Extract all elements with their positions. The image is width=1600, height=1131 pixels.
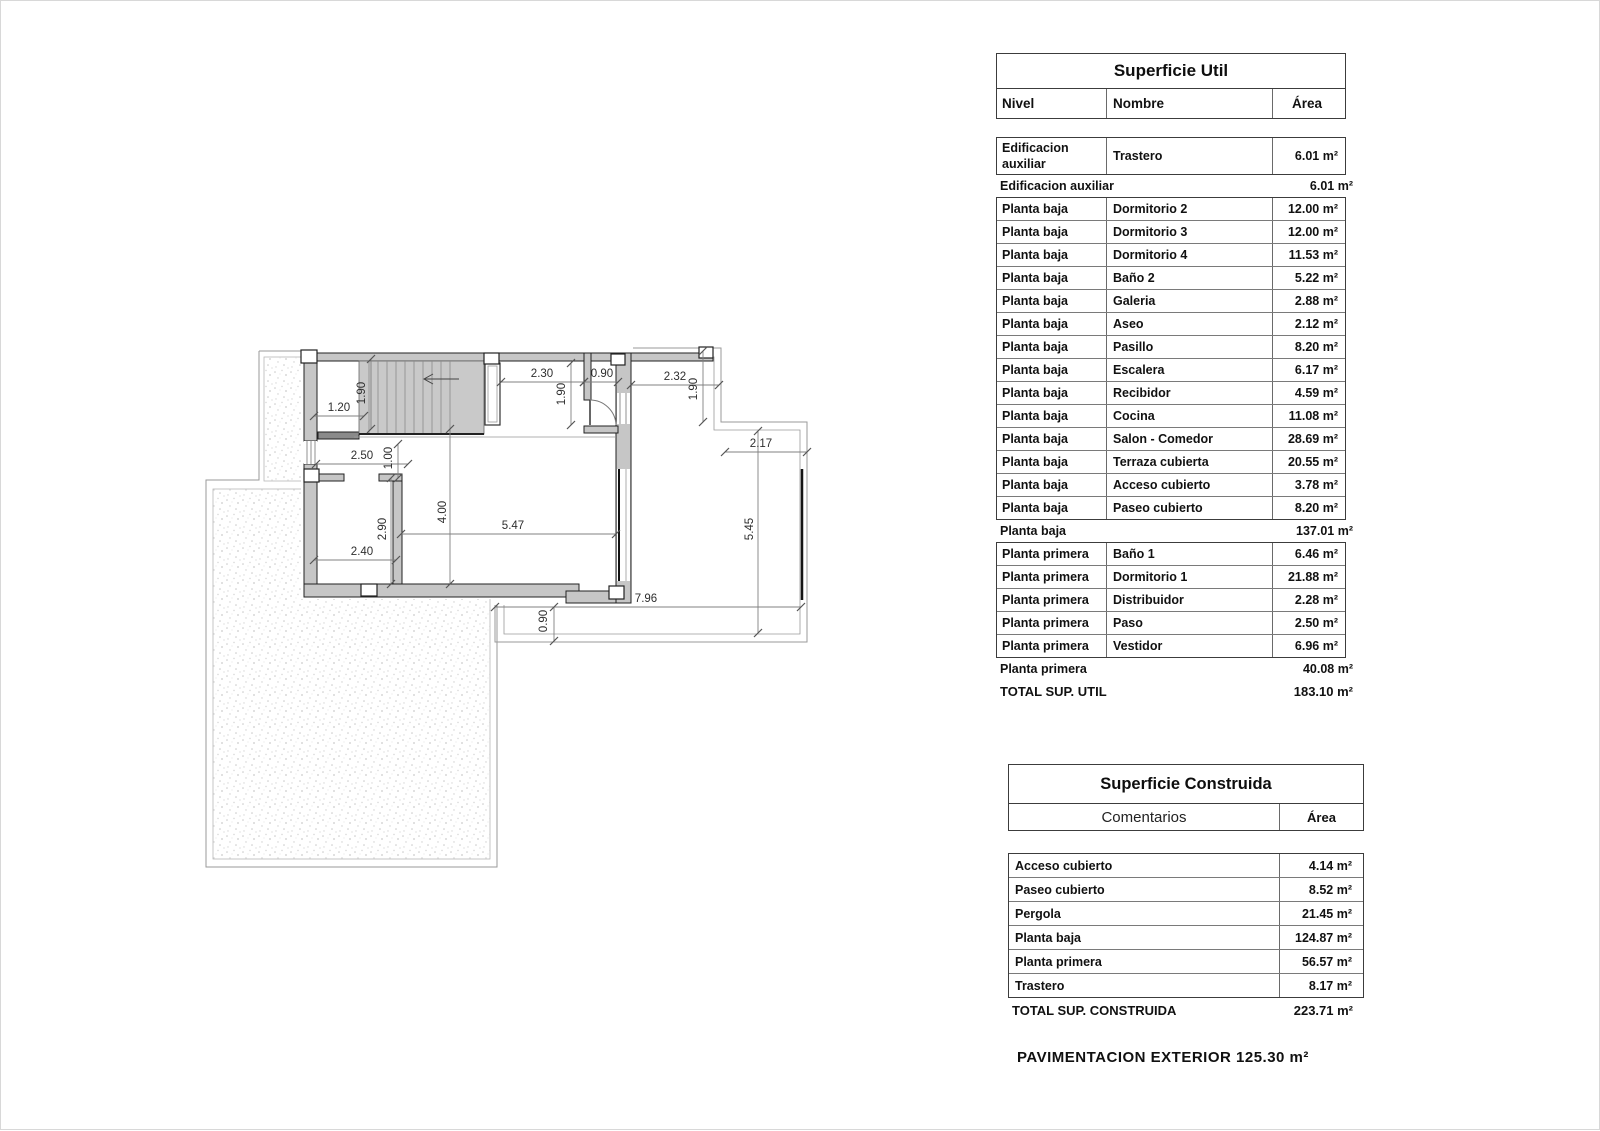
total-value: 223.71 m² <box>1293 1002 1353 1018</box>
table-row <box>997 474 1345 497</box>
shaft <box>485 363 500 425</box>
cell-area: 21.45 m² <box>1301 906 1352 921</box>
summary-label: Edificacion auxiliar <box>1000 179 1114 193</box>
cell-nivel: Planta baja <box>997 244 1107 266</box>
cell-nivel: Planta baja <box>997 267 1107 289</box>
cell-nivel: Planta baja <box>997 382 1107 404</box>
table-row <box>1009 902 1363 926</box>
cell-nombre: Pasillo <box>1107 336 1273 358</box>
row-group <box>996 197 1346 520</box>
cell-nivel: Planta baja <box>997 359 1107 381</box>
cell-nivel: Planta baja <box>997 198 1107 220</box>
table-header <box>996 89 1346 119</box>
table-row <box>1009 854 1363 878</box>
cell-nombre: Recibidor <box>1107 382 1273 404</box>
table-row <box>997 221 1345 244</box>
cell-nombre: Acceso cubierto <box>1107 474 1273 496</box>
cell-comentarios: Paseo cubierto <box>1009 878 1280 901</box>
cell-nivel: Planta baja <box>997 405 1107 427</box>
dimension-label: 5.47 <box>501 520 525 532</box>
summary-value: 6.01 m² <box>1309 179 1353 193</box>
cell-nivel: Planta primera <box>997 589 1107 611</box>
pavimentacion-note: PAVIMENTACION EXTERIOR 125.30 m² <box>1017 1049 1309 1066</box>
table-row <box>997 290 1345 313</box>
dimension-label: 5.45 <box>744 517 756 541</box>
cell-area: 6.46 m² <box>1294 547 1338 561</box>
table-row <box>997 589 1345 612</box>
table-row <box>997 359 1345 382</box>
cell-comentarios: Trastero <box>1009 974 1280 997</box>
superficie-construida-table <box>1008 764 1364 1022</box>
cell-nombre: Paseo cubierto <box>1107 497 1273 519</box>
column-header-area: Área <box>1291 96 1323 111</box>
cell-area: 56.57 m² <box>1301 954 1352 969</box>
cell-nombre: Distribuidor <box>1107 589 1273 611</box>
cell-area: 21.88 m² <box>1287 570 1338 584</box>
cell-nombre: Dormitorio 2 <box>1107 198 1273 220</box>
table-row <box>997 267 1345 290</box>
column-header-nombre: Nombre <box>1107 89 1273 118</box>
cell-comentarios: Acceso cubierto <box>1009 854 1280 877</box>
total-row <box>1008 998 1353 1022</box>
cell-nivel: Edificacion auxiliar <box>997 138 1107 174</box>
summary-row <box>996 175 1353 197</box>
cell-nombre: Vestidor <box>1107 635 1273 657</box>
total-row <box>996 680 1353 702</box>
dimension-label: 2.32 <box>663 371 687 383</box>
dimension-label: 1.00 <box>383 446 395 470</box>
dimension-label: 1.90 <box>556 382 568 406</box>
summary-value: 137.01 m² <box>1296 524 1353 538</box>
summary-value: 40.08 m² <box>1302 662 1353 676</box>
cell-nombre: Terraza cubierta <box>1107 451 1273 473</box>
table-row <box>997 382 1345 405</box>
cell-area: 6.01 m² <box>1294 149 1338 163</box>
table-row <box>997 566 1345 589</box>
dimension-label: 0.90 <box>590 368 614 380</box>
cell-nombre: Dormitorio 3 <box>1107 221 1273 243</box>
cell-nivel: Planta baja <box>997 451 1107 473</box>
table-row <box>997 138 1345 174</box>
cell-nombre: Cocina <box>1107 405 1273 427</box>
cell-area: 8.20 m² <box>1294 340 1338 354</box>
table-row <box>997 451 1345 474</box>
cell-nombre: Salon - Comedor <box>1107 428 1273 450</box>
table-row <box>997 198 1345 221</box>
cell-area: 2.28 m² <box>1294 593 1338 607</box>
dimension-label: 1.90 <box>356 381 368 405</box>
staircase <box>359 361 500 434</box>
cell-nivel: Planta primera <box>997 543 1107 565</box>
table-row <box>997 244 1345 267</box>
cell-area: 2.88 m² <box>1294 294 1338 308</box>
cell-nombre: Dormitorio 1 <box>1107 566 1273 588</box>
cell-nombre: Baño 1 <box>1107 543 1273 565</box>
cell-area: 6.96 m² <box>1294 639 1338 653</box>
cell-area: 5.22 m² <box>1294 271 1338 285</box>
total-label: TOTAL SUP. UTIL <box>1000 683 1107 699</box>
cell-nombre: Paso <box>1107 612 1273 634</box>
cell-area: 11.08 m² <box>1288 409 1338 423</box>
dimension-label: 1.90 <box>688 377 700 401</box>
cell-nombre: Escalera <box>1107 359 1273 381</box>
cell-area: 12.00 m² <box>1287 225 1338 239</box>
cell-area: 28.69 m² <box>1287 432 1338 446</box>
cell-nivel: Planta primera <box>997 566 1107 588</box>
table-row <box>997 612 1345 635</box>
cell-nivel: Planta primera <box>997 635 1107 657</box>
table-body <box>996 137 1353 702</box>
cell-comentarios: Planta baja <box>1009 926 1280 949</box>
row-group <box>1008 853 1364 998</box>
table-header <box>1008 804 1364 831</box>
table-body <box>1008 853 1364 1022</box>
cell-nivel: Planta primera <box>997 612 1107 634</box>
dimension-label: 1.20 <box>327 402 351 414</box>
cell-nivel: Planta baja <box>997 474 1107 496</box>
cell-comentarios: Planta primera <box>1009 950 1280 973</box>
cell-nivel: Planta baja <box>997 313 1107 335</box>
cell-nombre: Galeria <box>1107 290 1273 312</box>
table-row <box>997 497 1345 519</box>
dimension-label: 2.90 <box>377 517 389 541</box>
dimension-label: 2.30 <box>530 368 554 380</box>
cell-comentarios: Pergola <box>1009 902 1280 925</box>
cell-nombre: Aseo <box>1107 313 1273 335</box>
table-row <box>1009 974 1363 997</box>
summary-row <box>996 520 1353 542</box>
cell-nombre: Dormitorio 4 <box>1107 244 1273 266</box>
cell-area: 12.00 m² <box>1287 202 1338 216</box>
cell-nivel: Planta baja <box>997 221 1107 243</box>
row-group <box>996 137 1346 175</box>
table-row <box>997 405 1345 428</box>
column-header-comentarios: Comentarios <box>1009 804 1280 830</box>
table-title: Superficie Construida <box>1008 764 1364 804</box>
cell-nivel: Planta baja <box>997 336 1107 358</box>
summary-row <box>996 658 1353 680</box>
summary-label: Planta baja <box>1000 524 1066 538</box>
superficie-util-table <box>996 53 1353 702</box>
table-row <box>997 313 1345 336</box>
table-title: Superficie Util <box>996 53 1346 89</box>
cell-nombre: Trastero <box>1107 138 1273 174</box>
table-row <box>1009 878 1363 902</box>
cell-area: 8.20 m² <box>1294 501 1338 515</box>
cell-nivel: Planta baja <box>997 497 1107 519</box>
row-group <box>996 542 1346 658</box>
cell-area: 6.17 m² <box>1294 363 1338 377</box>
dimension-label: 0.90 <box>538 609 550 633</box>
cell-area: 124.87 m² <box>1295 930 1352 945</box>
summary-label: Planta primera <box>1000 662 1087 676</box>
dimension-label: 7.96 <box>634 593 658 605</box>
cell-area: 20.55 m² <box>1287 455 1338 469</box>
dimension-label: 2.40 <box>350 546 374 558</box>
cell-nombre: Baño 2 <box>1107 267 1273 289</box>
cell-area: 11.53 m² <box>1288 248 1338 262</box>
column-header-area: Área <box>1307 809 1336 825</box>
cell-nivel: Planta baja <box>997 428 1107 450</box>
total-label: TOTAL SUP. CONSTRUIDA <box>1012 1002 1177 1018</box>
cell-area: 8.52 m² <box>1308 882 1352 897</box>
total-value: 183.10 m² <box>1293 683 1353 699</box>
table-row <box>997 336 1345 359</box>
dimension-label: 2.50 <box>350 450 374 462</box>
cell-nivel: Planta baja <box>997 290 1107 312</box>
dimension-label: 2.17 <box>749 438 773 450</box>
cell-area: 4.59 m² <box>1294 386 1338 400</box>
cell-area: 3.78 m² <box>1294 478 1338 492</box>
cell-area: 2.12 m² <box>1294 317 1338 331</box>
cell-area: 8.17 m² <box>1308 978 1352 993</box>
table-row <box>1009 950 1363 974</box>
cell-area: 4.14 m² <box>1308 858 1352 873</box>
column-header-nivel: Nivel <box>997 89 1107 118</box>
table-row <box>997 543 1345 566</box>
table-row <box>997 428 1345 451</box>
cell-area: 2.50 m² <box>1294 616 1338 630</box>
dimension-label: 4.00 <box>437 500 449 524</box>
table-row <box>997 635 1345 657</box>
table-row <box>1009 926 1363 950</box>
